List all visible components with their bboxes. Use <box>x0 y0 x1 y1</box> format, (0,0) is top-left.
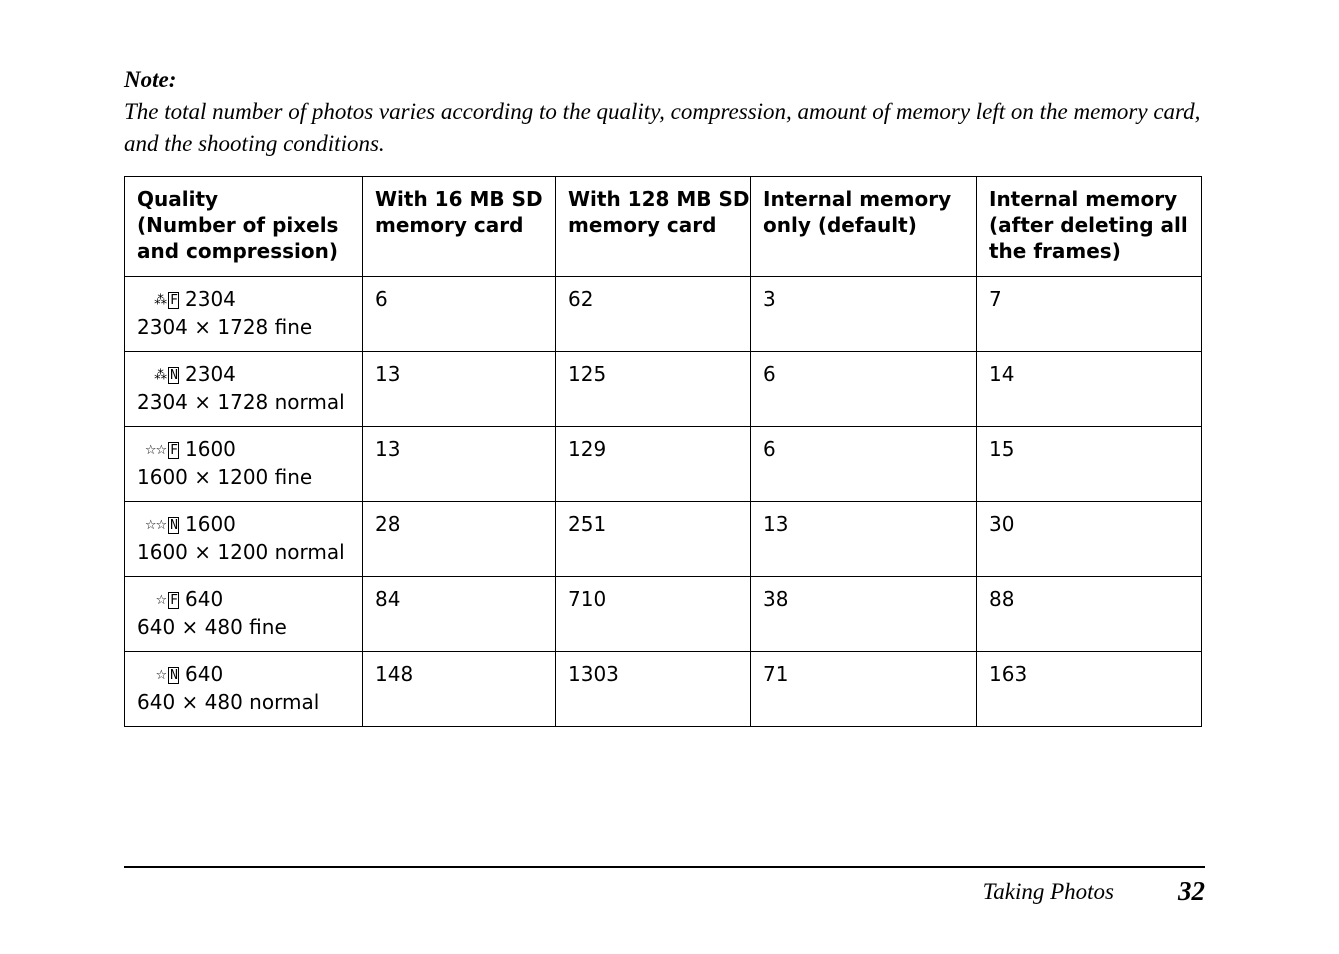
note-text: The total number of photos varies according to the quality, compression, amount of memory left on the memory card, and the shooting conditions. <box>124 99 1201 156</box>
header-line: Quality <box>137 187 219 211</box>
table-row <box>125 577 1202 652</box>
quality-label-line <box>137 511 350 539</box>
table-row <box>125 352 1202 427</box>
table-row <box>125 502 1202 577</box>
table-cell: 3 <box>751 277 977 352</box>
quality-cell <box>125 652 363 727</box>
note-heading: Note: <box>124 67 177 92</box>
quality-cell <box>125 577 363 652</box>
table-cell: 30 <box>977 502 1202 577</box>
table-cell: 88 <box>977 577 1202 652</box>
quality-label: 1600 <box>185 437 236 461</box>
header-line: only (default) <box>763 213 917 237</box>
quality-resolution: 640 × 480 normal <box>137 690 320 714</box>
quality-label: 2304 <box>185 287 236 311</box>
one-star-normal-icon: ☆ N <box>155 668 177 683</box>
table-cell: 6 <box>751 427 977 502</box>
two-star-fine-icon: ☆☆ F <box>144 443 177 458</box>
table-cell: 28 <box>363 502 556 577</box>
header-line: the frames) <box>989 239 1121 263</box>
table-cell: 7 <box>977 277 1202 352</box>
quality-label-line <box>137 436 350 464</box>
header-line: and compression) <box>137 239 338 263</box>
quality-cell <box>125 427 363 502</box>
header-quality <box>125 177 363 277</box>
table-header-row <box>125 177 1202 277</box>
quality-label: 640 <box>185 587 224 611</box>
table-cell: 148 <box>363 652 556 727</box>
header-line: memory card <box>375 213 524 237</box>
page-number: 32 <box>1178 876 1205 906</box>
table-cell: 13 <box>363 352 556 427</box>
quality-label-line <box>137 286 350 314</box>
header-line: Internal memory <box>989 187 1178 211</box>
header-16mb-card <box>363 177 556 277</box>
quality-resolution: 1600 × 1200 normal <box>137 540 345 564</box>
table-cell: 251 <box>556 502 751 577</box>
quality-label-line <box>137 661 350 689</box>
header-line: Internal memory <box>763 187 952 211</box>
table-cell: 15 <box>977 427 1202 502</box>
quality-cell <box>125 502 363 577</box>
table-cell: 38 <box>751 577 977 652</box>
three-star-normal-icon: ⁂ N <box>154 368 177 383</box>
header-line: With 128 MB SD <box>568 187 750 211</box>
quality-resolution: 1600 × 1200 fine <box>137 465 313 489</box>
header-internal-default <box>751 177 977 277</box>
quality-label-line <box>137 586 350 614</box>
table-cell: 125 <box>556 352 751 427</box>
table-cell: 71 <box>751 652 977 727</box>
three-star-fine-icon: ⁂ F <box>154 293 177 308</box>
table-cell: 13 <box>751 502 977 577</box>
table-cell: 6 <box>363 277 556 352</box>
one-star-fine-icon: ☆ F <box>155 593 177 608</box>
table-row <box>125 277 1202 352</box>
header-line: With 16 MB SD <box>375 187 543 211</box>
table-row <box>125 652 1202 727</box>
table-cell: 6 <box>751 352 977 427</box>
quality-cell <box>125 352 363 427</box>
table-cell: 62 <box>556 277 751 352</box>
table-row <box>125 427 1202 502</box>
quality-label: 2304 <box>185 362 236 386</box>
quality-label: 1600 <box>185 512 236 536</box>
header-line: (Number of pixels <box>137 213 339 237</box>
quality-resolution: 2304 × 1728 fine <box>137 315 313 339</box>
quality-resolution: 640 × 480 fine <box>137 615 287 639</box>
quality-cell <box>125 277 363 352</box>
photo-capacity-table <box>124 176 1202 727</box>
table-cell: 84 <box>363 577 556 652</box>
two-star-normal-icon: ☆☆ N <box>144 518 177 533</box>
table-cell: 13 <box>363 427 556 502</box>
footer-divider <box>124 866 1205 868</box>
footer-section-title: Taking Photos <box>982 879 1114 904</box>
header-internal-deleted <box>977 177 1202 277</box>
table-cell: 129 <box>556 427 751 502</box>
table-cell: 1303 <box>556 652 751 727</box>
quality-label-line <box>137 361 350 389</box>
table-cell: 710 <box>556 577 751 652</box>
header-128mb-card <box>556 177 751 277</box>
table-cell: 14 <box>977 352 1202 427</box>
quality-label: 640 <box>185 662 224 686</box>
header-line: (after deleting all <box>989 213 1188 237</box>
table-cell: 163 <box>977 652 1202 727</box>
header-line: memory card <box>568 213 717 237</box>
quality-resolution: 2304 × 1728 normal <box>137 390 345 414</box>
